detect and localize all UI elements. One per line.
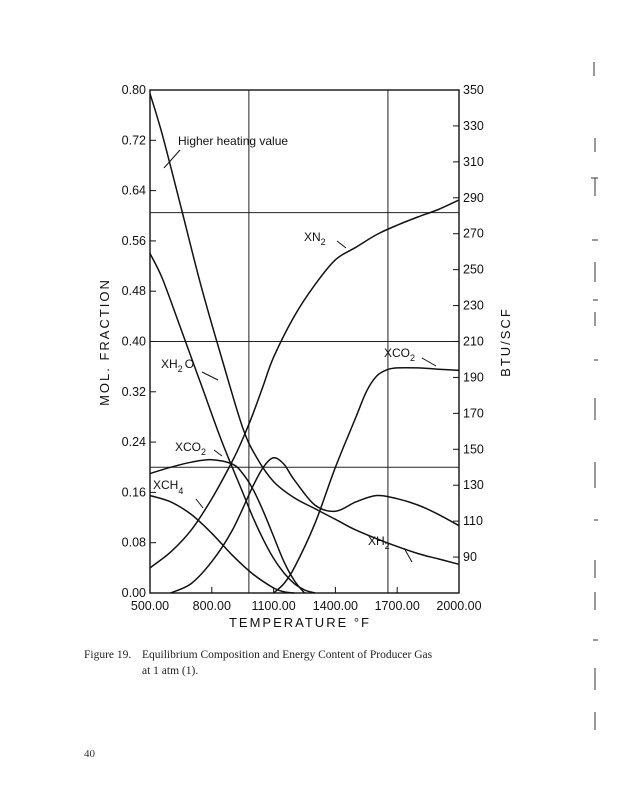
x-tick-label: 1400.00 <box>312 599 358 613</box>
y-tick-label: 0.24 <box>121 435 146 450</box>
reference-lines <box>150 90 459 593</box>
label-xch4: $XCH_4$ <box>153 478 184 496</box>
label-leader-4 <box>196 499 203 508</box>
x-tick-label: 500.00 <box>130 599 170 613</box>
label-xco2-lower: $XCO_2$ <box>175 440 207 457</box>
label-higher-heating-value: Higher heating value <box>178 134 289 148</box>
label-leader-5 <box>422 358 436 366</box>
y2-tick-label: 130 <box>463 478 484 493</box>
y-tick-label: 0.80 <box>121 83 146 97</box>
y-tick-label: 0.72 <box>121 133 146 148</box>
x-tick-label: 2000.00 <box>436 599 482 613</box>
x-tick-label: 1100.00 <box>251 599 296 613</box>
y-tick-label: 0.16 <box>121 485 146 500</box>
series-line-xn2 <box>150 200 459 568</box>
y-axis-title: MOL. FRACTION <box>97 278 112 406</box>
label-leader-2 <box>202 372 218 380</box>
caption-line-1: Equilibrium Composition and Energy Content of Producer Gas <box>142 649 433 661</box>
y2-tick-label: 170 <box>463 406 484 421</box>
y2-axis-title: BTU/SCF <box>498 307 513 377</box>
series-line-xco-upper <box>274 368 459 593</box>
y-tick-label: 0.56 <box>121 233 146 248</box>
y2-tick-label: 350 <box>463 83 484 97</box>
x-axis-title: TEMPERATURE °F <box>228 615 372 630</box>
figure-caption <box>84 647 524 679</box>
y2-tick-label: 250 <box>463 262 484 277</box>
y2-tick-label: 210 <box>463 334 484 349</box>
series-line-xch4 <box>150 496 294 594</box>
label-xh2o: $XH_2$ O <box>161 357 195 374</box>
y2-tick-label: 90 <box>463 550 477 565</box>
y-tick-label: 0.64 <box>121 183 146 198</box>
page-number: 40 <box>84 748 95 760</box>
label-xn2: $XN_2$ <box>304 230 326 247</box>
y-tick-label: 0.32 <box>121 384 146 399</box>
y-tick-label: 0.40 <box>121 334 146 349</box>
scan-margin-marks <box>586 0 606 800</box>
y2-tick-label: 270 <box>463 226 484 241</box>
caption-line-2: at 1 atm (1). <box>142 665 199 677</box>
y-tick-label: 0.48 <box>121 284 146 299</box>
y2-tick-label: 290 <box>463 190 484 205</box>
y-tick-label: 0.00 <box>121 586 146 600</box>
series-line-xh2o <box>150 254 315 594</box>
caption-number: Figure 19. <box>84 649 132 661</box>
curves <box>150 94 459 593</box>
label-leader-3 <box>214 450 222 456</box>
label-xh2: $XH_2$ <box>368 534 390 551</box>
y2-tick-label: 330 <box>463 118 484 133</box>
y2-tick-label: 150 <box>463 442 484 457</box>
y-tick-label: 0.08 <box>121 535 146 550</box>
x-tick-label: 800.00 <box>192 599 231 613</box>
y2-tick-label: 110 <box>463 514 483 529</box>
x-tick-label: 1700.00 <box>374 599 420 613</box>
y2-axis-ticks <box>453 83 484 564</box>
label-xco2-upper: $XCO_2$ <box>384 346 416 363</box>
y-axis-ticks <box>122 83 156 600</box>
y2-tick-label: 190 <box>463 370 484 385</box>
label-leader-1 <box>337 241 346 248</box>
y2-tick-label: 310 <box>463 154 484 169</box>
y2-tick-label: 230 <box>463 298 484 313</box>
